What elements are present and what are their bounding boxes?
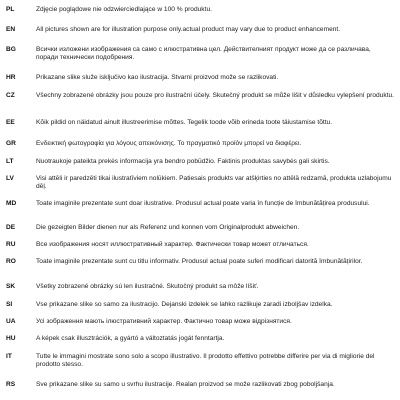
- disclaimer-text: Kõik pildid on näidatud ainult illustreerimise mõttes. Tegelik toode võib erineda toote täiustamise tõttu.: [36, 119, 333, 126]
- disclaimer-text: Toate imaginile prezentate sunt cu titlu informativ. Produsul actual poate suferi modificari datorită îmbunătățirilor.: [36, 258, 363, 265]
- language-code: SI: [6, 301, 13, 308]
- language-code: RU: [6, 241, 16, 248]
- disclaimer-row-bg: [6, 46, 394, 63]
- disclaimer-row-lt: [6, 158, 394, 166]
- disclaimer-text: Všechny zobrazené obrázky jsou pouze pro ilustrační účely. Skutečný produkt se může lišit v důsledku vylepšení produktu.: [36, 92, 394, 99]
- disclaimer-row-en: [6, 26, 394, 34]
- disclaimer-text: A képek csak illusztrációk, a gyártó a változtatás jogát fenntartja.: [36, 335, 225, 342]
- language-code: IT: [6, 353, 12, 360]
- language-code: RS: [6, 381, 16, 388]
- disclaimer-text: Tutte le immagini mostrate sono solo a scopo illustrativo. Il prodotto effettivo potrebbe differire per via di migliorie del prodotto stesso.: [36, 353, 375, 369]
- disclaimer-text: Vse prikazane slike so samo za ilustracijo. Dejanski izdelek se lahko razlikuje zaradi izboljšav izdelka.: [36, 301, 333, 308]
- disclaimer-row-si: [6, 301, 394, 309]
- language-code: SK: [6, 283, 16, 290]
- disclaimer-text: Všetky zobrazené obrázky sú len ilustračné. Skutočný produkt sa môže líšiť.: [36, 283, 259, 290]
- language-code: UA: [6, 318, 16, 325]
- disclaimer-row-ua: [6, 318, 394, 326]
- language-code: LV: [6, 175, 14, 182]
- disclaimer-text: Prikazane slike služe isključivo kao ilustracija. Stvarni proizvod može se razlikovati.: [36, 74, 279, 81]
- disclaimer-text: Die gezeigten Bilder dienen nur als Referenz und konnen vom Originalprodukt abweichen.: [36, 224, 300, 231]
- disclaimer-row-ru: [6, 241, 394, 249]
- language-code: BG: [6, 46, 16, 53]
- disclaimer-text: Усі зображення мають ілюстративний характер. Фактично товар може відрізнятися.: [36, 318, 292, 325]
- disclaimer-row-sk: [6, 283, 394, 291]
- disclaimer-text: Всички изложени изображения са само с илюстративна цел. Действителният продукт може да се различава, поради технически подобрения.: [36, 46, 371, 62]
- language-code: GR: [6, 140, 16, 147]
- disclaimer-text: Все изображения носят иллюстративный характер. Фактически товар может отличаться.: [36, 241, 309, 248]
- disclaimer-text: Nuotraukoje pateikta prekės informacija yra bendro pobūdžio. Faktinis produktas savybės gali skirtis.: [36, 158, 330, 165]
- language-code: PL: [6, 6, 15, 13]
- disclaimer-row-it: [6, 353, 394, 370]
- disclaimer-row-cz: [6, 92, 394, 100]
- disclaimer-row-ro: [6, 258, 394, 266]
- language-code: EN: [6, 26, 16, 33]
- language-code: LT: [6, 158, 14, 165]
- disclaimer-row-hu: [6, 335, 394, 343]
- language-code: EE: [6, 119, 15, 126]
- language-code: DE: [6, 224, 16, 231]
- language-code: MD: [6, 200, 17, 207]
- disclaimer-row-rs: [6, 381, 394, 389]
- disclaimer-text: Toate imaginile prezentate sunt doar ilustrative. Produsul actual poate varia în funcție de îmbunătățirea produsului.: [36, 200, 370, 207]
- disclaimer-text: Ενδεικτική φωτογραφία για λόγους απεικόνισης. Το πραγματικό προϊόν μπορεί να διαφέρει.: [36, 140, 302, 147]
- disclaimer-text: Visi attēli ir paredzēti tikai ilustratīviem nolūkiem. Patiesais produkts var atšķirties no attēlā redzamā, produkta uzlabojumu dēļ.: [36, 175, 392, 191]
- disclaimer-row-hr: [6, 74, 394, 82]
- disclaimer-text: All pictures shown are for illustration purpose only.actual product may vary due to product enhancement.: [36, 26, 341, 33]
- disclaimer-text: Zdjęcie poglądowe nie odzwierciedlające w 100 % produktu.: [36, 6, 212, 13]
- disclaimer-row-gr: [6, 140, 394, 148]
- language-code: HU: [6, 335, 16, 342]
- disclaimer-row-lv: [6, 175, 394, 192]
- disclaimer-row-ee: [6, 119, 394, 127]
- language-code: RO: [6, 258, 16, 265]
- language-code: CZ: [6, 92, 15, 99]
- disclaimer-row-de: [6, 224, 394, 232]
- disclaimer-text: Sve prikazane slike su samo u svrhu ilustracije. Realan proizvod se može razlikovati zbog poboljšanja.: [36, 381, 335, 388]
- disclaimer-row-md: [6, 200, 394, 208]
- language-code: HR: [6, 74, 16, 81]
- disclaimer-row-pl: [6, 6, 394, 14]
